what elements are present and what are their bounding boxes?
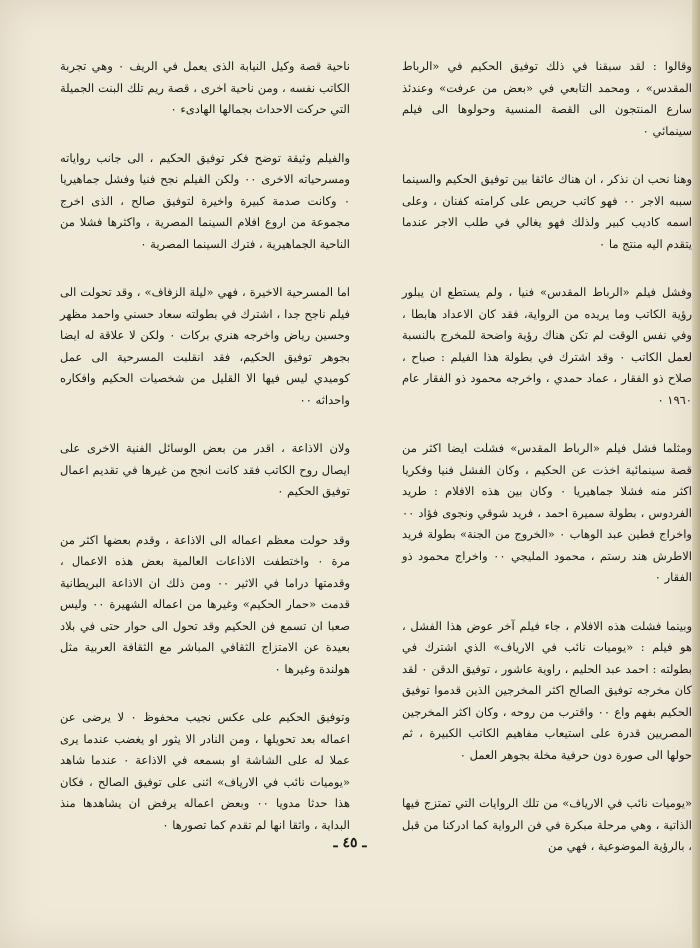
page-number: ـ ٤٥ ـ bbox=[333, 835, 367, 851]
paragraph: وقد حولت معظم اعماله الى الاذاعة ، وقدم بعضها اكثر من مرة ٠ واختطفت الاذاعات العالمية بعض هذه الاعمال ، وقدمتها دراما في الاثير ٠٠ ومن ذلك ان الاذاعة البريطانية قدمت «حمار الحكيم» وغيرها من اعماله الشهيرة ٠٠ وليس صعبا ان تسمع فن الحكيم وقد تحول الى حوار حتى في بلاد بعيدة عن الامتزاج الثقافي المباشر مع الثقافة العربية مثل هولندة وغيرها ٠ bbox=[60, 532, 351, 676]
paragraph: ومثلما فشل فيلم «الرباط المقدس» فشلت ايضا اكثر من قصة سينمائية اخذت عن الحكيم ، وكان الفشل فنيا وفكريا اكثر منه فشلا جماهيريا ٠ وكان بين هذه الافلام : طريد الفردوس ، بطولة سميرة احمد ، فريد شوقي ونجوى فؤاد ٠٠ واخراج فطين عبد الوهاب ٠ «الخروج من الجنة» بطولة فريد الاطرش هند رستم ، محمود المليجي ٠٠ واخراج محمود ذو الفقار ٠ bbox=[402, 441, 692, 584]
left-text-column bbox=[60, 56, 350, 863]
paragraph: وقالوا : لقد سبقنا في ذلك توفيق الحكيم في «الرباط المقدس» ، ومحمد التابعي في «بعض من عرفت» وعندئذ سارع المنتجون الى القصة المنسية وحولوها الى فيلم سينمائي ٠ bbox=[402, 59, 692, 138]
paragraph: ناحية قصة وكيل النيابة الذى يعمل في الريف ٠ وهي تجربة الكاتب نفسه ، ومن ناحية اخرى ، قصة ريم تلك البنت الجميلة التي حركت الاحداث بجمالها الهادىء ٠ bbox=[60, 59, 350, 116]
paragraph: وتوفيق الحكيم على عكس نجيب محفوظ ٠ لا يرضى عن اعماله بعد تحويلها ، ومن النادر الا يثور او يغضب عندما يرى عملا له على الشاشة او بسمعه في الاذاعة ٠ عندما شاهد «يوميات نائب في الارياف» اثنى على توفيق الصالح ، فكان هذا حدثا مدويا ٠٠ وبعض اعماله يرفض ان يشاهدها منذ البداية ، واثقا انها لم تقدم كما تصورها ٠ bbox=[60, 710, 350, 832]
paragraph: ولان الاذاعة ، اقدر من بعض الوسائل الفنية الاخرى على ايصال روح الكاتب فقد كانت انجح من غيرها في تقديم اعمال توفيق الحكيم ٠ bbox=[60, 441, 350, 498]
paragraph: وفشل فيلم «الرباط المقدس» فنيا ، ولم يستطع ان يبلور رؤية الكاتب وما يريده من الرواية، فقد كان الاعداد هابطا ، وفي نفس الوقت لم تكن هناك رؤية واضحة للمخرج بالنسبة لعمل الكاتب ٠ وقد اشترك في بطولة هذا الفيلم : صباح ، صلاح ذو الفقار ، عماد حمدي ، واخرجه محمود ذو الفقار عام ١٩٦٠ ٠ bbox=[402, 285, 692, 407]
paragraph: والفيلم وثيقة توضح فكر توفيق الحكيم ، الى جانب رواياته ومسرحياته الاخرى ٠٠ ولكن الفيلم نجح فنيا وفشل جماهيريا ٠ وكانت صدمة كبيرة واخيرة لتوفيق صالح ، الذى اخرج مجموعة من اروع افلام السينما المصرية ، واكثرها فشلا من الناحية الجماهيرية ، فترك السينما المصرية ٠ bbox=[60, 150, 350, 251]
paragraph: وبينما فشلت هذه الافلام ، جاء فيلم آخر عوض هذا الفشل ، هو فيلم : «يوميات نائب في الارياف» الذي اشترك في بطولته : احمد عبد الحليم ، راوية عاشور ، توفيق الدقن ٠ لقد كان مخرجه توفيق الصالح اكثر المخرجين الذين قدموا توفيق الحكيم بفهم واع ٠٠ واقترب من روحه ، وكان اكثر المخرجين المصريين قدرة على استيعاب مفاهيم الكاتب الكبيرة ، ثم حولها الى صورة دون حرفية مخلة بجوهر العمل ٠ bbox=[402, 618, 692, 762]
paragraph: اما المسرحية الاخيرة ، فهي «ليلة الزفاف» ، وقد تحولت الى فيلم ناجح جدا ، اشترك في بطولته سعاد حسني واحمد مظهر وحسين رياض واخرجه هنري بركات ٠ ولكن لا علاقة له ايضا بجوهر توفيق الحكيم، فقد انقلبت المسرحية الى عمل كوميدي ليس فيها الا القليل من شخصيات الحكيم وافكاره واحداثه ٠٠ bbox=[60, 285, 350, 407]
paragraph: «يوميات نائب في الارياف» من تلك الروايات التي تمتزج فيها الذاتية ، وهي مرحلة مبكرة في فن الرواية كما ادركنا من قبل ، بالرؤية الموضوعية ، فهي من bbox=[402, 796, 692, 853]
right-text-column bbox=[402, 56, 692, 885]
page-binding-edge bbox=[692, 0, 700, 948]
paragraph: وهنا نحب ان نذكر ، ان هناك عائقا بين توفيق الحكيم والسينما سببه الاجر ٠٠ فهو كاتب حريص على كرامته كفنان ، وعلى اسمه كاديب كبير ولذلك فهو يغالي في طلب الاجر عندما يتقدم اليه منتج ما ٠ bbox=[402, 172, 692, 251]
